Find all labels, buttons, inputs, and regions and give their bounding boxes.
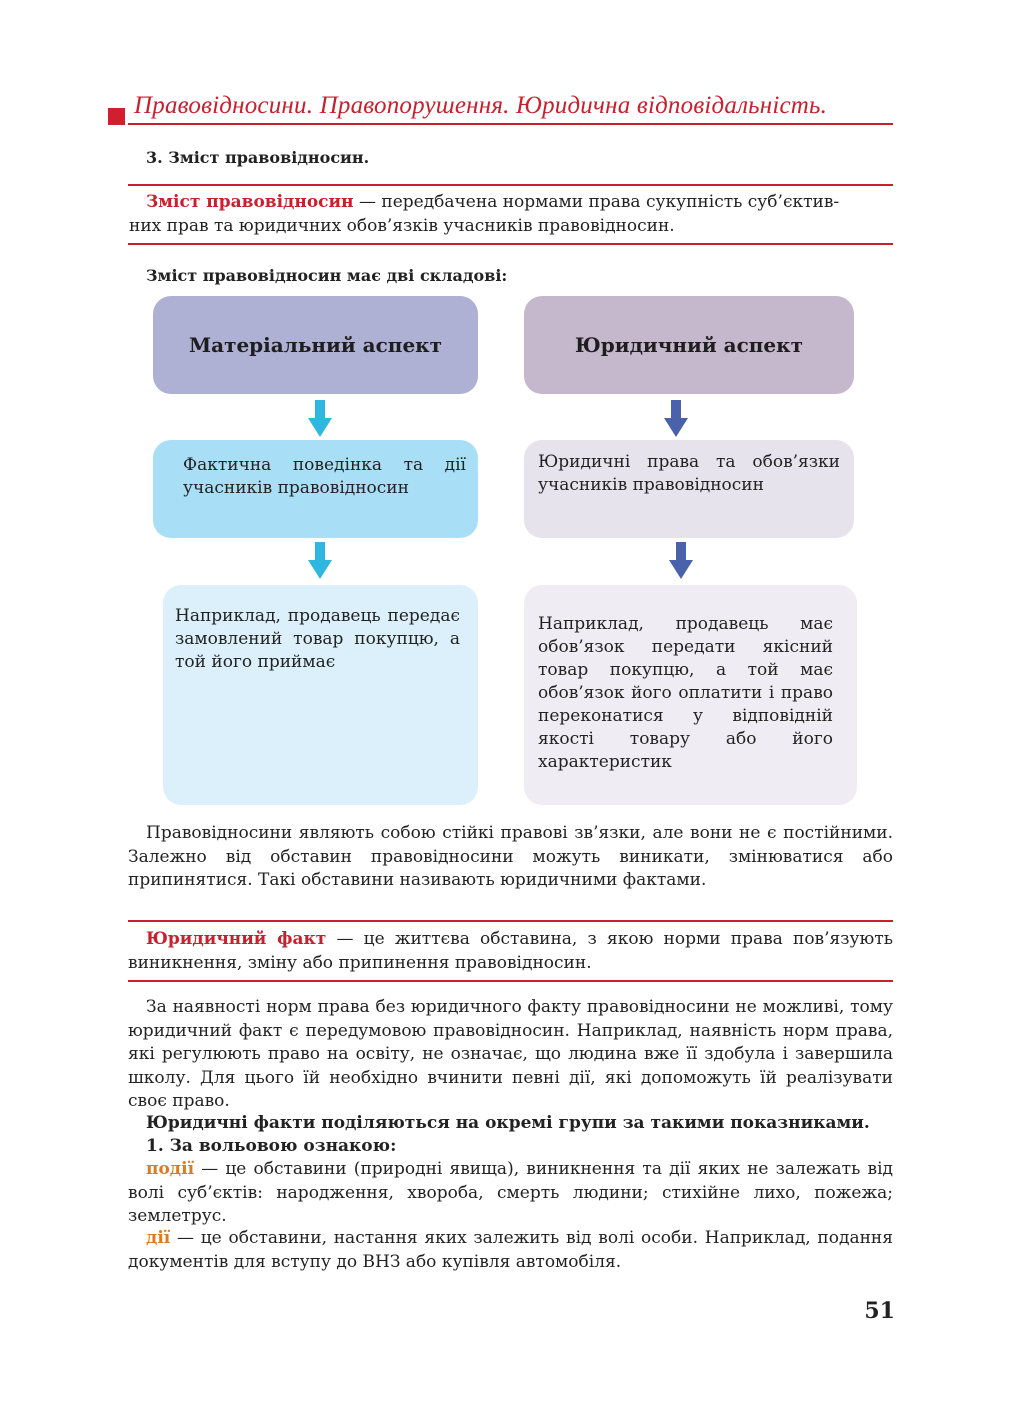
arrow-down-icon <box>308 542 332 580</box>
legal-example-box <box>524 585 857 805</box>
legal-example-text: Наприклад, продавець має обов’язок передати якісний товар покупцю, а той має обов’язок його оплатити і право переконатися у відповідній якості товару або його характеристик <box>538 614 833 772</box>
arrow-down-icon <box>664 400 688 438</box>
material-example-text: Наприклад, продавець передає замовлений товар покупцю, а той його приймає <box>175 606 460 672</box>
header-marker <box>108 108 125 125</box>
actions-text: — це обставини, настання яких залежить від волі особи. Наприклад, подання документів для вступу до ВНЗ або купівля автомобіля. <box>128 1228 893 1272</box>
groups-heading: Юридичні факти поділяються на окремі групи за такими показниками. <box>146 1113 870 1133</box>
chapter-title: Правовідносини. Правопорушення. Юридична відповідальність. <box>134 92 828 119</box>
header-rule <box>128 123 893 125</box>
material-behaviour-text: Фактична поведінка та дії учасників правовідносин <box>183 455 466 498</box>
legal-aspect-title: Юридичний аспект <box>575 333 803 357</box>
events-term: події <box>146 1159 195 1179</box>
definition2-text: — це життєва обставина, з якою норми права пов’язують виникнення, зміну або припинення правовідносин. <box>128 929 893 973</box>
definition-line-1 <box>146 191 893 215</box>
actions-term: дії <box>146 1228 171 1248</box>
definition2-term: Юридичний факт <box>146 929 327 949</box>
section-heading: 3. Зміст правовідносин. <box>146 148 370 167</box>
material-behaviour-box <box>153 440 478 538</box>
legal-rights-text: Юридичні права та обов’язки учасників правовідносин <box>538 452 840 495</box>
definition-text: — передбачена нормами права сукупність суб’єктив- <box>353 192 840 212</box>
legal-aspect-box <box>524 296 854 394</box>
arrow-down-icon <box>308 400 332 438</box>
definition-rule-top <box>128 184 893 186</box>
material-aspect-box <box>153 296 478 394</box>
material-example-box <box>163 585 478 805</box>
page-number: 51 <box>864 1298 895 1324</box>
material-aspect-title: Матеріальний аспект <box>188 333 443 357</box>
diagram-intro: Зміст правовідносин має дві складові: <box>146 266 508 285</box>
legal-rights-box <box>524 440 854 538</box>
arrow-down-icon <box>669 542 693 580</box>
events-paragraph <box>128 1158 893 1229</box>
definition2-rule-bottom <box>128 980 893 982</box>
actions-paragraph <box>128 1227 893 1274</box>
definition-term: Зміст правовідносин <box>146 192 354 212</box>
definition-block <box>129 191 893 238</box>
definition-line-2: них прав та юридичних обов’язків учасників правовідносин. <box>129 215 675 236</box>
volitional-heading: 1. За вольовою ознакою: <box>146 1136 397 1156</box>
definition-rule-bottom <box>128 243 893 245</box>
definition2-block <box>128 928 893 975</box>
paragraph-legal-fact: За наявності норм права без юридичного факту правовідносини не можливі, тому юридичний факт є передумовою правовідносин. Наприклад, наявність норм права, які регулюють право на освіту, не означає, що людина вже її здобула і завершила школу. Для цього їй необхідно вчинити певні дії, які допоможуть їй реалізувати своє право. <box>128 997 893 1111</box>
paragraph-relations: Правовідносини являють собою стійкі правові зв’язки, але вони не є постійними. Залежно від обставин правовідносини можуть виникати, змінюватися або припинятися. Такі обставини називають юридичними фактами. <box>128 823 893 890</box>
events-text: — це обставини (природні явища), виникнення та дії яких не залежать від волі суб’єктів: народження, хвороба, смерть людини; стихійне лихо, пожежа; землетрус. <box>128 1159 893 1226</box>
definition2-rule-top <box>128 920 893 922</box>
